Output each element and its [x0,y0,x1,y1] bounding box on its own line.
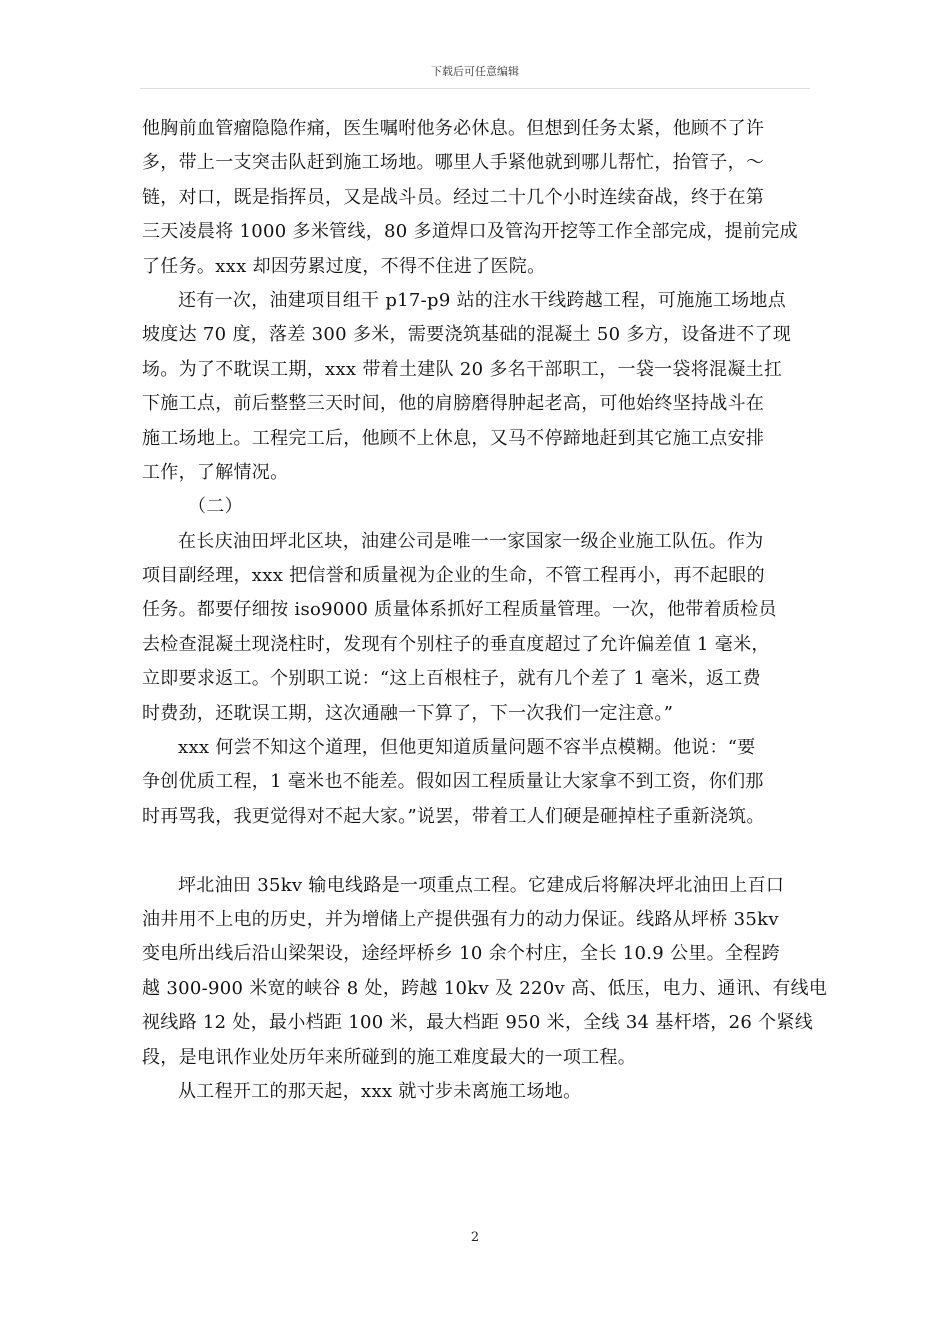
text-line: 多，带上一支突击队赶到施工场地。哪里人手紧他就到哪儿帮忙，抬管子，～ [142,152,765,174]
paragraph-5 [142,869,828,1075]
text-line: 坡度达 70 度，落差 300 多米，需要浇筑基础的混凝土 50 多方，设备进不了现 [142,324,792,346]
paragraph-3 [142,525,818,731]
text-line: 工作，了解情况。 [142,461,289,483]
text-line: 在长庆油田坪北区块，油建公司是唯一一家国家一级企业施工队伍。作为 [178,530,764,552]
text-line: 越 300-900 米宽的峡谷 8 处，跨越 10kv 及 220v 高、低压，电力、通讯、有线电 [142,977,828,999]
document-body [142,112,828,1109]
text-line: 了任务。xxx 却因劳累过度，不得不住进了医院。 [142,255,546,277]
text-line: 时费劲，还耽误工期，这次通融一下算了，下一次我们一定注意。” [142,702,674,724]
text-line: 他胸前血管瘤隐隐作痛，医生嘱咐他务必休息。但想到任务太紧，他顾不了许 [142,118,765,139]
text-line: 任务。都要仔细按 iso9000 质量体系抓好工程质量管理。一次，他带着质检员 [142,599,777,621]
text-line: 项目副经理，xxx 把信誉和质量视为企业的生命，不管工程再小，再不起眼的 [142,565,765,587]
paragraph-6 [142,1075,818,1109]
text-line: xxx 何尝不知这个道理，但他更知道质量问题不容半点模糊。他说：“要 [178,737,756,759]
text-line: 链，对口，既是指挥员，又是战斗员。经过二十几个小时连续奋战，终于在第 [142,186,765,208]
text-line: 去检查混凝土现浇柱时，发现有个别柱子的垂直度超过了允许偏差值 1 毫米， [142,633,770,655]
text-line: 争创优质工程，1 毫米也不能差。假如因工程质量让大家拿不到工资，你们那 [142,771,764,793]
header-divider [140,88,810,89]
paragraph-4 [142,731,818,834]
paragraph-gap [142,834,818,868]
text-line: 还有一次，油建项目组干 p17-p9 站的注水干线跨越工程，可施施工场地点 [178,289,787,311]
text-line: 变电所出线后沿山梁架设，途经坪桥乡 10 余个村庄，全长 10.9 公里。全程跨 [142,943,780,965]
page-number: 2 [470,1230,480,1245]
text-line: 下施工点，前后整整三天时间，他的肩膀磨得肿起老高，可他始终坚持战斗在 [142,393,765,415]
text-line: 施工场地上。工程完工后，他顾不上休息，又马不停蹄地赶到其它施工点安排 [142,427,765,449]
text-line: 坪北油田 35kv 输电线路是一项重点工程。它建成后将解决坪北油田上百口 [178,874,785,896]
text-line: 段，是电讯作业处历年来所碰到的施工难度最大的一项工程。 [142,1046,637,1068]
text-line: 场。为了不耽误工期，xxx 带着土建队 20 多名干部职工，一袋一袋将混凝土扛 [142,358,783,380]
text-line: 视线路 12 处，最小档距 100 米，最大档距 950 米，全线 34 基杆塔，26 个紧线 [142,1012,814,1034]
paragraph-1 [142,112,818,284]
text-line: 时再骂我，我更觉得对不起大家。”说罢，带着工人们硬是砸掉柱子重新浇筑。 [142,805,765,827]
paragraph-2 [142,284,818,490]
section-heading: （二） [188,496,243,518]
page-header: 下载后可任意编辑 [431,65,519,78]
text-line: 立即要求返工。个别职工说：“这上百根柱子，就有几个差了 1 毫米，返工费 [142,668,761,690]
text-line: 从工程开工的那天起，xxx 就寸步未离施工场地。 [178,1080,582,1102]
text-line: 三天凌晨将 1000 多米管线，80 多道焊口及管沟开挖等工作全部完成，提前完成 [142,221,798,243]
text-line: 油井用不上电的历史，并为增储上产提供强有力的动力保证。线路从坪桥 35kv [142,908,779,930]
